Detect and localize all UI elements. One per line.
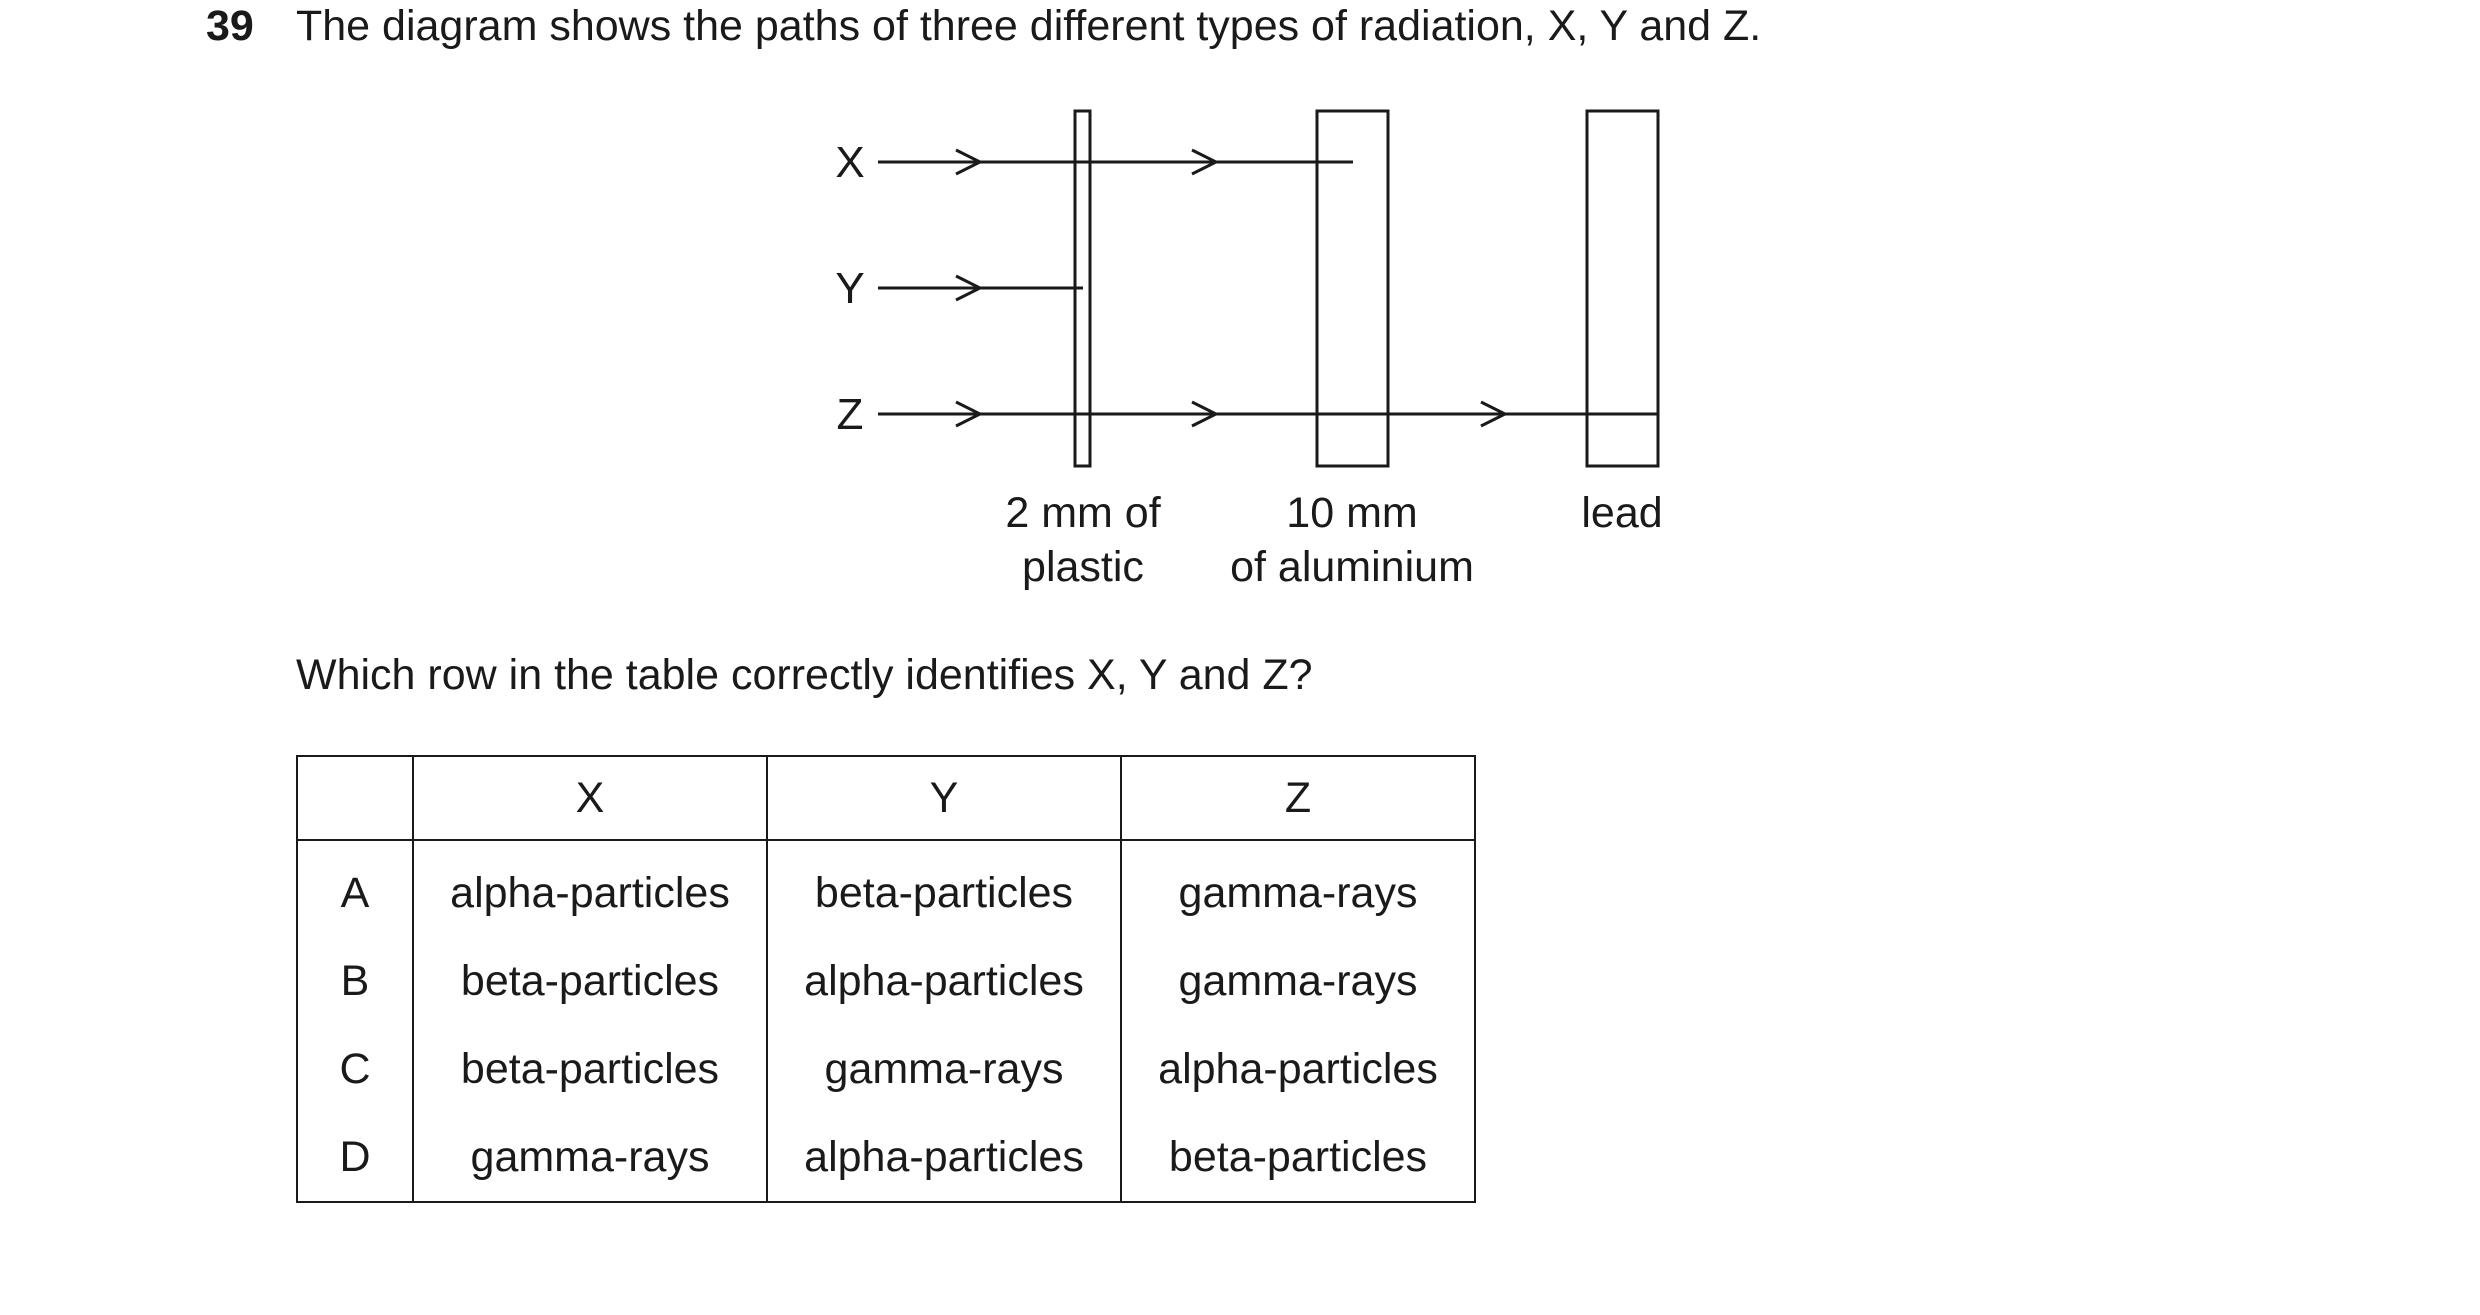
label-z: Z xyxy=(836,390,864,439)
material-label-plastic xyxy=(1005,486,1160,594)
option-letter: C xyxy=(297,1025,413,1113)
material-line: of aluminium xyxy=(1230,543,1474,591)
header-cell-x: X xyxy=(413,756,767,840)
cell-z: alpha-particles xyxy=(1121,1025,1475,1113)
material-label-lead xyxy=(1581,486,1662,540)
header-cell-y: Y xyxy=(767,756,1121,840)
material-line: lead xyxy=(1581,489,1663,537)
question-prompt: Which row in the table correctly identifies X, Y and Z? xyxy=(296,651,1313,699)
material-line: 10 mm xyxy=(1286,489,1418,537)
cell-z: beta-particles xyxy=(1121,1113,1475,1202)
material-line: plastic xyxy=(1022,543,1144,591)
cell-y: beta-particles xyxy=(767,840,1121,937)
cell-y: gamma-rays xyxy=(767,1025,1121,1113)
cell-z: gamma-rays xyxy=(1121,840,1475,937)
question-text: The diagram shows the paths of three different types of radiation, X, Y and Z. xyxy=(296,2,1762,50)
table-row xyxy=(297,840,1475,937)
label-x: X xyxy=(835,138,865,187)
label-y: Y xyxy=(835,264,865,313)
cell-x: alpha-particles xyxy=(413,840,767,937)
cell-x: beta-particles xyxy=(413,1025,767,1113)
cell-x: gamma-rays xyxy=(413,1113,767,1202)
answer-table xyxy=(296,755,1476,1203)
option-letter: B xyxy=(297,937,413,1025)
material-line: 2 mm of xyxy=(1005,489,1161,537)
header-cell-z: Z xyxy=(1121,756,1475,840)
table-row xyxy=(297,1113,1475,1202)
table-row xyxy=(297,937,1475,1025)
table-header-row xyxy=(297,756,1475,840)
cell-y: alpha-particles xyxy=(767,1113,1121,1202)
cell-z: gamma-rays xyxy=(1121,937,1475,1025)
table-row xyxy=(297,1025,1475,1113)
question-number: 39 xyxy=(206,2,254,50)
header-cell-blank xyxy=(297,756,413,840)
cell-x: beta-particles xyxy=(413,937,767,1025)
option-letter: A xyxy=(297,840,413,937)
option-letter: D xyxy=(297,1113,413,1202)
material-label-aluminium xyxy=(1230,486,1474,594)
cell-y: alpha-particles xyxy=(767,937,1121,1025)
